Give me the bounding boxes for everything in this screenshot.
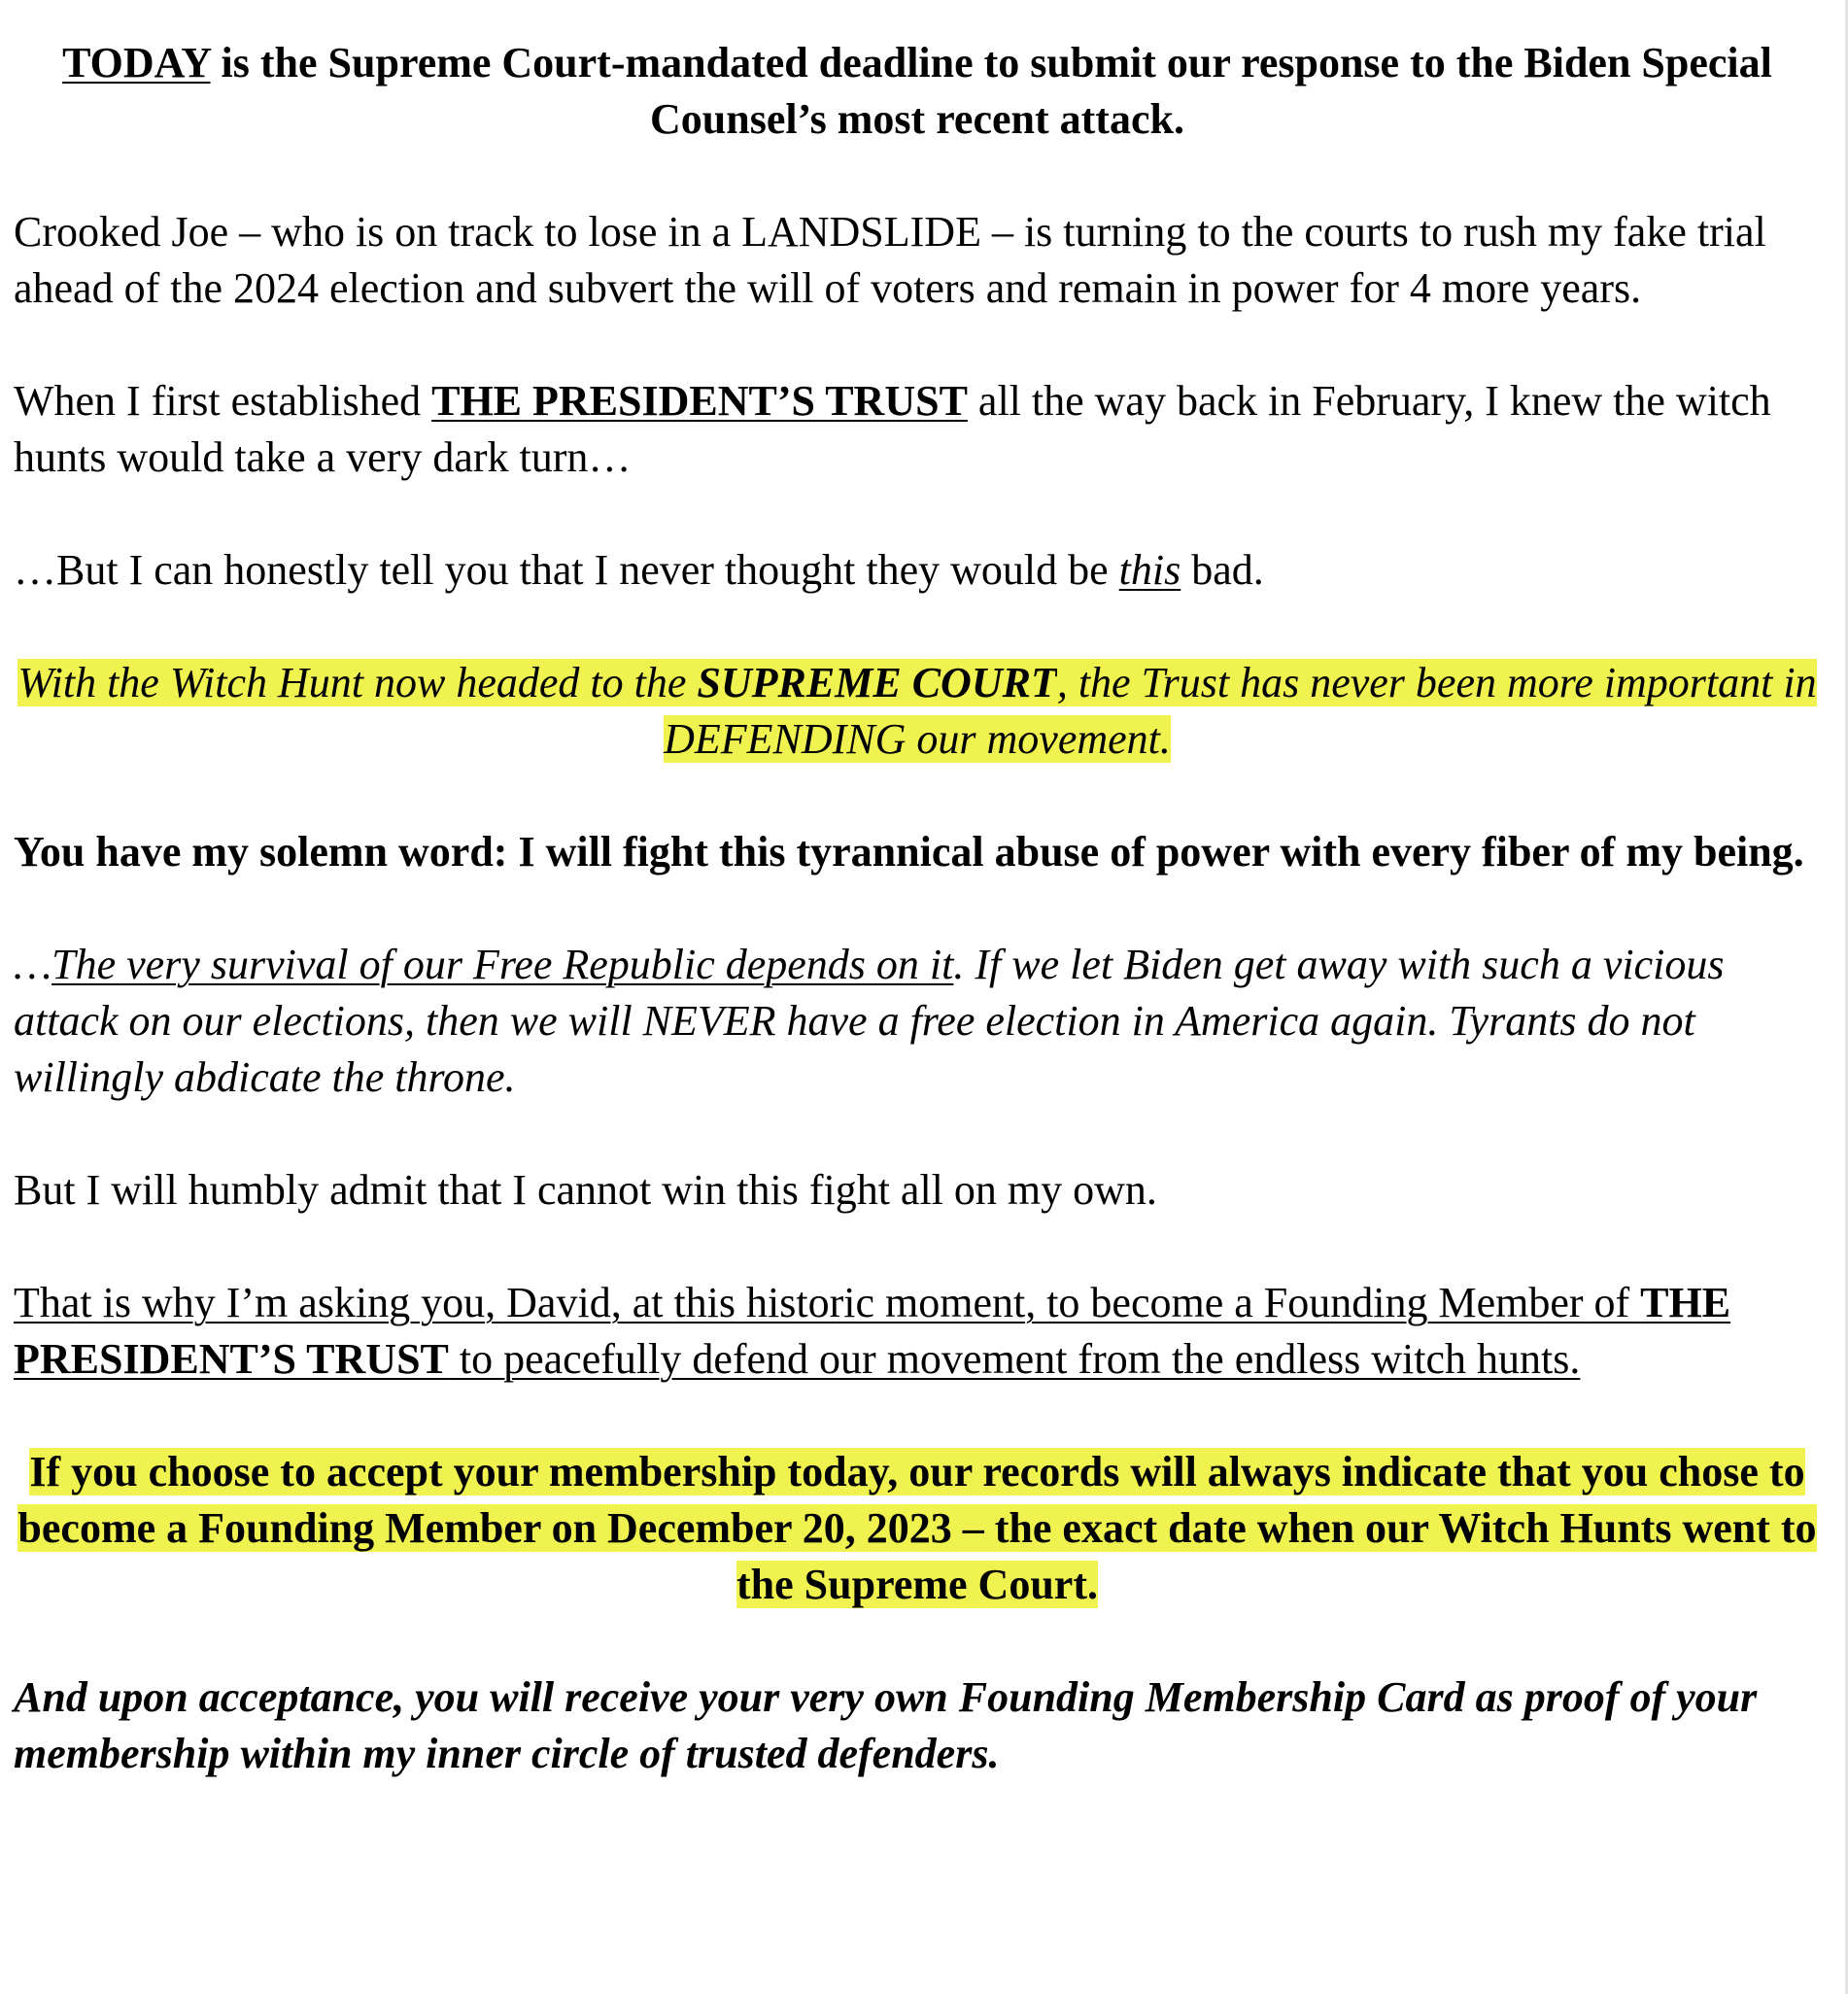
supreme-court-text: SUPREME COURT bbox=[697, 659, 1057, 706]
this-bad-text-a: …But I can honestly tell you that I never thought they would be bbox=[14, 546, 1119, 594]
founding-member-ask-text-b: to peacefully defend our movement from the endless witch hunts. bbox=[448, 1335, 1581, 1383]
this-bad-text-b: bad. bbox=[1181, 546, 1264, 594]
survival-paragraph bbox=[14, 937, 1821, 1106]
survival-text: . If we let Biden get away with such a vicious attack on our elections, then we will NEVER have a free election in America again. Tyrants do not willingly abdicate the throne. bbox=[14, 941, 1725, 1101]
membership-date-highlight bbox=[14, 1444, 1821, 1613]
email-body bbox=[14, 35, 1821, 1782]
survival-underlined: The very survival of our Free Republic depends on it bbox=[51, 941, 954, 988]
membership-date-text: If you choose to accept your membership today, our records will always indicate that you chose to become a Founding Member on December 20, 2023 – the exact date when our Witch Hunts went to the Supreme Court. bbox=[17, 1448, 1817, 1608]
humble-admission-paragraph: But I will humbly admit that I cannot win this fight all on my own. bbox=[14, 1166, 1157, 1214]
supreme-court-highlight bbox=[14, 655, 1821, 768]
deadline-text: is the Supreme Court-mandated deadline to submit our response to the Biden Special Counsel’s most recent attack. bbox=[210, 39, 1772, 143]
founding-member-ask-text-a: That is why I’m asking you, David, at this historic moment, to become a Founding Member of bbox=[14, 1279, 1641, 1326]
solemn-word-paragraph: You have my solemn word: I will fight this tyrannical abuse of power with every fiber of my being. bbox=[14, 828, 1804, 876]
this-emphasis: this bbox=[1118, 546, 1181, 594]
deadline-headline bbox=[14, 35, 1821, 148]
founding-member-ask-paragraph bbox=[14, 1275, 1821, 1388]
today-text: TODAY bbox=[62, 39, 211, 86]
supreme-court-highlight-text-b: , the Trust has never been more important in DEFENDING our movement. bbox=[664, 659, 1817, 763]
this-bad-paragraph bbox=[14, 542, 1821, 599]
trust-established-text-b: all the way back in February, I knew the witch hunts would take a very dark turn… bbox=[14, 377, 1771, 481]
membership-card-paragraph: And upon acceptance, you will receive your very own Founding Membership Card as proof of your membership within my inner circle of trusted defenders. bbox=[14, 1673, 1758, 1777]
trust-established-text-a: When I first established bbox=[14, 377, 432, 425]
crooked-joe-paragraph: Crooked Joe – who is on track to lose in a LANDSLIDE – is turning to the courts to rush my fake trial ahead of the 2024 election and subvert the will of voters and remain in power for 4 more years. bbox=[14, 208, 1766, 312]
trust-established-paragraph bbox=[14, 373, 1821, 486]
supreme-court-highlight-text-a: With the Witch Hunt now headed to the bbox=[17, 659, 698, 706]
presidents-trust-text: THE PRESIDENT’S TRUST bbox=[431, 377, 968, 425]
presidents-trust-text-2: THE PRESIDENT’S TRUST bbox=[14, 1279, 1731, 1383]
survival-ellipsis: … bbox=[14, 941, 52, 988]
